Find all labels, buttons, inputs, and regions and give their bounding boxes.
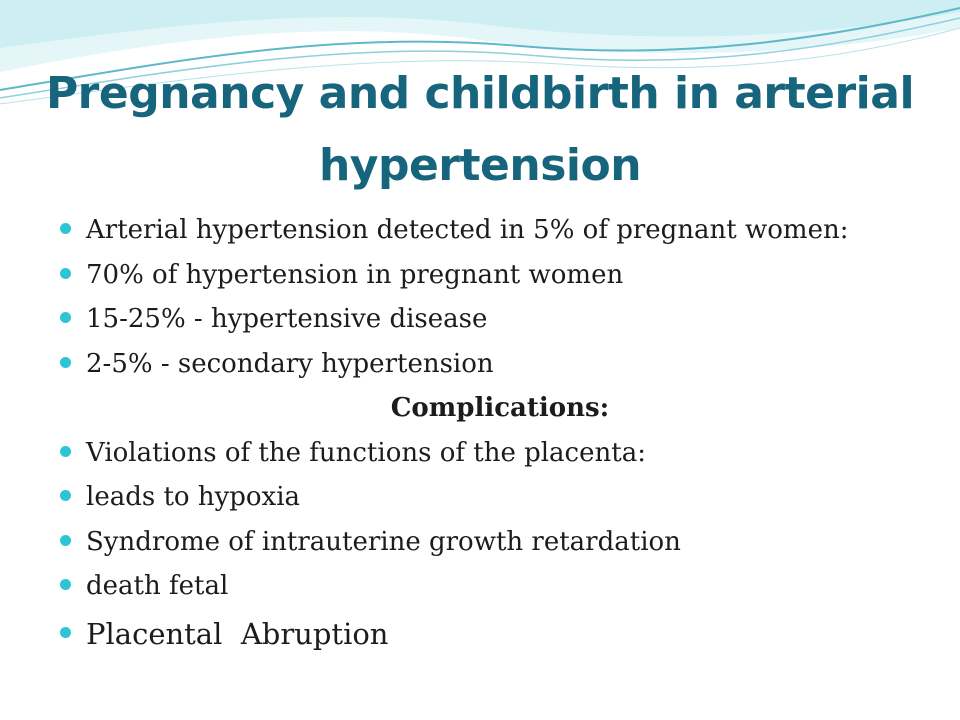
bullet-text: Syndrome of intrauterine growth retardation (86, 526, 681, 557)
slide-title: Pregnancy and childbirth in arterial hypertension (45, 68, 915, 191)
bullet-text: Arterial hypertension detected in 5% of pregnant women: (86, 215, 849, 245)
bullet-dot-icon (60, 223, 71, 234)
bullet-item (60, 609, 940, 659)
bullet-dot-icon (60, 627, 71, 638)
bullet-list (60, 208, 940, 659)
bullet-item (60, 253, 940, 298)
bullet-dot-icon (60, 490, 71, 501)
bullet-dot-icon (60, 268, 71, 279)
bullet-item (60, 564, 940, 609)
bullet-dot-icon (60, 357, 71, 368)
bullet-item (60, 208, 940, 253)
bullet-dot-icon (60, 312, 71, 323)
bullet-text: 2-5% - secondary hypertension (86, 348, 494, 379)
bullet-dot-icon (60, 535, 71, 546)
bullet-dot-icon (60, 446, 71, 457)
bullet-text: 70% of hypertension in pregnant women (86, 259, 624, 290)
bullet-text: Violations of the functions of the placenta: (86, 437, 646, 468)
complications-heading: Complications: (390, 393, 610, 423)
bullet-dot-icon (60, 579, 71, 590)
bullet-item (60, 297, 940, 342)
bullet-item (60, 431, 940, 476)
bullet-item (60, 520, 940, 565)
bullet-text: 15-25% - hypertensive disease (86, 304, 488, 334)
bullet-text: leads to hypoxia (86, 482, 301, 512)
bullet-text: Placental Abruption (86, 616, 389, 651)
bullet-item (60, 342, 940, 387)
bullet-text: death fetal (86, 571, 229, 601)
bullet-item (60, 475, 940, 520)
